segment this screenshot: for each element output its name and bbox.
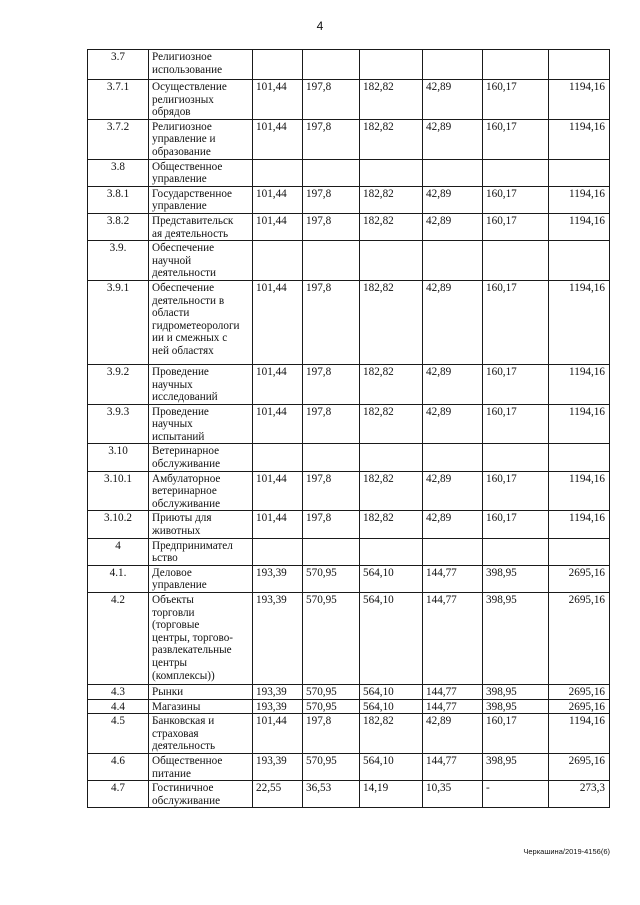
value-cell [549,538,610,565]
value-cell: 182,82 [360,471,423,511]
table-row [88,565,610,592]
row-name [149,186,253,213]
row-code: 3.7.1 [88,80,149,120]
value-cell: 398,95 [483,753,549,780]
row-name [149,50,253,80]
table-row [88,511,610,538]
row-code: 3.8.1 [88,186,149,213]
value-cell: 2695,16 [549,593,610,685]
value-cell [303,159,360,186]
row-name-line: животных [152,525,201,538]
value-cell: 160,17 [483,404,549,444]
row-name-line: религиозных [152,93,214,106]
value-cell: 160,17 [483,186,549,213]
row-code: 3.7.2 [88,119,149,159]
row-name-line: ьство [152,552,178,565]
value-cell: 570,95 [303,685,360,700]
value-cell: 570,95 [303,753,360,780]
row-name-line: Ветеринарное [152,445,220,458]
row-name [149,714,253,754]
page-number: 4 [316,19,324,33]
value-cell: 160,17 [483,119,549,159]
value-cell: 2695,16 [549,753,610,780]
row-name-line: научных [152,418,193,431]
row-code: 4.7 [88,781,149,808]
row-name [149,159,253,186]
value-cell: 101,44 [253,404,303,444]
row-code: 3.9.3 [88,404,149,444]
value-cell: 101,44 [253,213,303,240]
rates-table [87,49,610,808]
document-footer: Черкашина/2019-4156(6) [523,847,610,856]
row-name-line: обслуживание [152,458,221,471]
row-name-line: ии и смежных с [152,332,228,345]
value-cell: 144,77 [423,753,483,780]
value-cell [549,241,610,281]
row-name [149,538,253,565]
value-cell: 197,8 [303,280,360,364]
value-cell [483,50,549,80]
row-code: 3.8.2 [88,213,149,240]
value-cell [303,538,360,565]
value-cell: 570,95 [303,699,360,714]
row-name-line: управление [152,200,207,213]
value-cell: 42,89 [423,404,483,444]
value-cell: 197,8 [303,714,360,754]
value-cell: 564,10 [360,699,423,714]
row-code: 3.10 [88,444,149,471]
value-cell [423,50,483,80]
row-code: 4 [88,538,149,565]
row-code: 3.9.2 [88,364,149,404]
value-cell [303,50,360,80]
value-cell: 1194,16 [549,213,610,240]
row-code: 4.5 [88,714,149,754]
value-cell: - [483,781,549,808]
row-name [149,404,253,444]
value-cell: 193,39 [253,685,303,700]
row-name-line: Банковская и [152,715,215,728]
row-name-line: Общественное [152,754,223,767]
row-name [149,685,253,700]
value-cell: 160,17 [483,471,549,511]
value-cell [253,538,303,565]
value-cell [423,241,483,281]
value-cell: 182,82 [360,404,423,444]
value-cell: 160,17 [483,213,549,240]
row-name-line: ней областях [152,344,214,357]
value-cell [549,444,610,471]
row-name-line: испытаний [152,430,205,443]
value-cell: 197,8 [303,364,360,404]
value-cell: 1194,16 [549,80,610,120]
value-cell: 197,8 [303,186,360,213]
row-name [149,699,253,714]
table-row [88,404,610,444]
row-name-line: Государственное [152,187,233,200]
row-name-line: управление [152,173,207,186]
value-cell: 42,89 [423,471,483,511]
value-cell: 398,95 [483,685,549,700]
value-cell [483,444,549,471]
value-cell: 42,89 [423,364,483,404]
row-name [149,444,253,471]
row-name-line: Общественное [152,160,223,173]
value-cell [253,241,303,281]
value-cell: 101,44 [253,80,303,120]
value-cell: 197,8 [303,80,360,120]
row-name-line: Приюты для [152,512,212,525]
value-cell: 182,82 [360,280,423,364]
value-cell: 1194,16 [549,186,610,213]
value-cell: 197,8 [303,119,360,159]
row-name-line: Религиозное [152,51,212,63]
value-cell: 144,77 [423,685,483,700]
value-cell: 10,35 [423,781,483,808]
value-cell [360,444,423,471]
value-cell: 564,10 [360,565,423,592]
row-name-line: Рынки [152,686,184,698]
value-cell: 1194,16 [549,471,610,511]
value-cell: 197,8 [303,213,360,240]
table-row [88,538,610,565]
value-cell: 182,82 [360,186,423,213]
value-cell: 564,10 [360,685,423,700]
value-cell: 160,17 [483,80,549,120]
row-name-line: Обеспечение [152,281,215,294]
value-cell: 101,44 [253,280,303,364]
row-name [149,565,253,592]
value-cell: 42,89 [423,119,483,159]
row-name [149,364,253,404]
row-name-line: Гостиничное [152,782,214,795]
table-row [88,213,610,240]
value-cell: 193,39 [253,699,303,714]
row-name-line: использование [152,63,223,76]
value-cell [360,241,423,281]
row-name-line: обслуживание [152,794,221,807]
table-row [88,685,610,700]
table-row [88,699,610,714]
value-cell: 197,8 [303,511,360,538]
value-cell [483,159,549,186]
row-name-line: деятельность [152,740,216,753]
table-row [88,781,610,808]
row-code: 4.1. [88,565,149,592]
value-cell: 193,39 [253,753,303,780]
table-row [88,714,610,754]
value-cell: 564,10 [360,593,423,685]
value-cell [483,241,549,281]
value-cell [549,50,610,80]
value-cell: 36,53 [303,781,360,808]
value-cell: 570,95 [303,565,360,592]
value-cell: 182,82 [360,213,423,240]
row-name-line: обрядов [152,106,191,119]
row-name-line: (комплексы)) [152,669,215,682]
value-cell: 1194,16 [549,714,610,754]
row-name-line: центры, торгово- [152,631,234,644]
value-cell: 160,17 [483,364,549,404]
value-cell: 182,82 [360,714,423,754]
row-code: 3.8 [88,159,149,186]
value-cell: 42,89 [423,186,483,213]
value-cell: 182,82 [360,119,423,159]
row-code: 4.4 [88,699,149,714]
row-name [149,471,253,511]
value-cell: 398,95 [483,565,549,592]
row-name [149,593,253,685]
row-code: 3.9. [88,241,149,281]
table-row [88,119,610,159]
row-name-line: Амбулаторное [152,472,221,485]
value-cell [423,538,483,565]
table-body [88,50,610,808]
value-cell: 182,82 [360,364,423,404]
value-cell: 42,89 [423,80,483,120]
row-name-line: Религиозное [152,120,212,133]
value-cell: 197,8 [303,471,360,511]
row-name [149,511,253,538]
value-cell: 101,44 [253,364,303,404]
value-cell: 160,17 [483,714,549,754]
row-name-line: ветеринарное [152,485,217,498]
value-cell: 398,95 [483,593,549,685]
value-cell [303,241,360,281]
value-cell [303,444,360,471]
row-name [149,753,253,780]
value-cell: 193,39 [253,565,303,592]
row-code: 4.3 [88,685,149,700]
value-cell: 197,8 [303,404,360,444]
value-cell [253,50,303,80]
table-row [88,80,610,120]
value-cell [253,159,303,186]
value-cell: 193,39 [253,593,303,685]
value-cell: 273,3 [549,781,610,808]
value-cell: 160,17 [483,511,549,538]
row-name-line: Проведение [152,365,209,378]
value-cell [549,159,610,186]
value-cell: 398,95 [483,699,549,714]
value-cell [360,50,423,80]
value-cell: 182,82 [360,80,423,120]
row-name-line: развлекательные [152,644,232,657]
row-name [149,241,253,281]
value-cell: 144,77 [423,593,483,685]
value-cell: 42,89 [423,213,483,240]
value-cell: 2695,16 [549,685,610,700]
row-name-line: управление [152,579,207,592]
value-cell [253,444,303,471]
row-name-line: научной [152,254,192,267]
row-code: 3.10.1 [88,471,149,511]
value-cell: 2695,16 [549,565,610,592]
row-name-line: ая деятельность [152,227,229,240]
row-code: 3.9.1 [88,280,149,364]
value-cell: 101,44 [253,511,303,538]
value-cell: 144,77 [423,699,483,714]
row-name-line: обслуживание [152,497,221,510]
row-code: 4.2 [88,593,149,685]
row-name [149,280,253,364]
table-row [88,159,610,186]
row-name [149,781,253,808]
value-cell: 101,44 [253,186,303,213]
row-code: 3.10.2 [88,511,149,538]
value-cell: 101,44 [253,471,303,511]
value-cell: 1194,16 [549,119,610,159]
row-code: 3.7 [88,50,149,80]
table-row [88,444,610,471]
row-name-line: области [152,307,190,320]
value-cell: 182,82 [360,511,423,538]
value-cell: 14,19 [360,781,423,808]
value-cell [423,159,483,186]
row-name-line: торговли [152,606,195,619]
row-name-line: (торговые [152,619,200,632]
row-name-line: Деловое [152,566,192,579]
value-cell: 1194,16 [549,280,610,364]
value-cell: 42,89 [423,280,483,364]
value-cell: 101,44 [253,119,303,159]
row-name-line: образование [152,145,211,158]
row-name-line: Представительск [152,214,234,227]
value-cell [360,159,423,186]
value-cell: 22,55 [253,781,303,808]
table-row [88,280,610,364]
table-row [88,593,610,685]
value-cell: 564,10 [360,753,423,780]
value-cell: 144,77 [423,565,483,592]
value-cell: 570,95 [303,593,360,685]
row-name-line: Осуществление [152,81,227,93]
value-cell: 101,44 [253,714,303,754]
row-name [149,213,253,240]
row-name-line: Предпринимател [152,539,233,552]
row-name-line: управление и [152,133,216,146]
value-cell: 1194,16 [549,364,610,404]
row-name-line: научных [152,378,193,391]
row-name-line: страховая [152,727,199,740]
row-name-line: Магазины [152,700,201,713]
value-cell [360,538,423,565]
row-name-line: Проведение [152,405,209,418]
value-cell: 1194,16 [549,404,610,444]
table-row [88,753,610,780]
row-name-line: деятельности [152,267,217,280]
table-row [88,241,610,281]
row-name-line: деятельности в [152,294,225,307]
value-cell [423,444,483,471]
value-cell: 160,17 [483,280,549,364]
value-cell: 42,89 [423,714,483,754]
row-name-line: гидрометеорологи [152,319,240,332]
table-row [88,186,610,213]
table-row [88,471,610,511]
row-name-line: питание [152,767,191,780]
row-name-line: центры [152,656,188,669]
value-cell: 1194,16 [549,511,610,538]
row-name [149,119,253,159]
row-name [149,80,253,120]
value-cell [483,538,549,565]
value-cell: 2695,16 [549,699,610,714]
row-name-line: Объекты [152,594,194,606]
table-row [88,364,610,404]
table-row [88,50,610,80]
row-name-line: Обеспечение [152,242,215,255]
row-name-line: исследований [152,391,218,404]
row-code: 4.6 [88,753,149,780]
value-cell: 42,89 [423,511,483,538]
